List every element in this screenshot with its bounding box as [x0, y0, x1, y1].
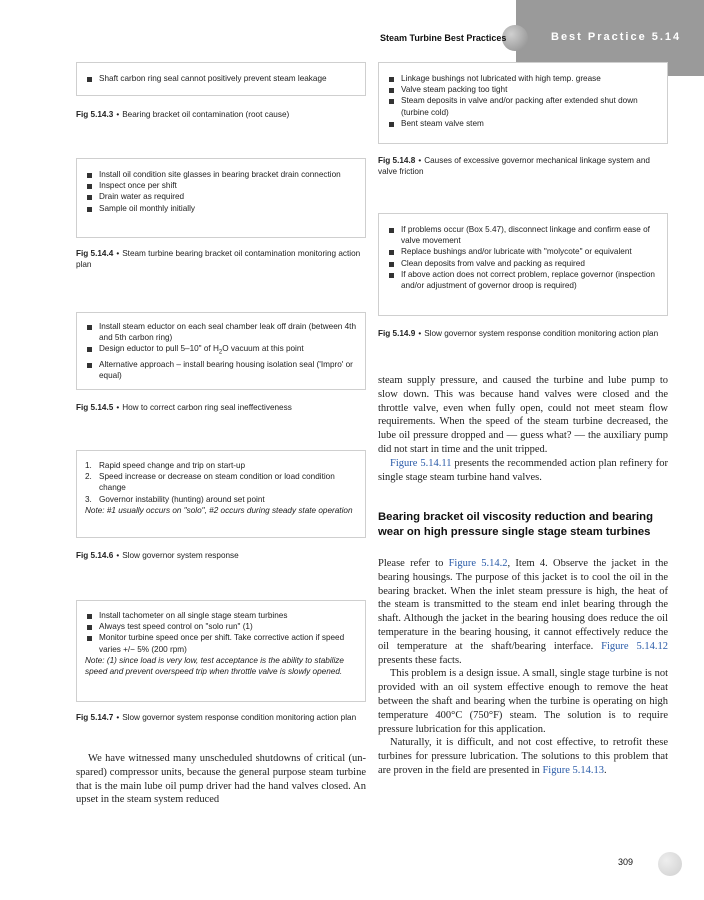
list-item: Always test speed control on "solo run" (1)	[85, 621, 357, 632]
list-item: Clean deposits from valve and packing as required	[387, 258, 659, 269]
list-item: Valve steam packing too tight	[387, 84, 659, 95]
caption-fig-5-14-6: Fig 5.14.6 • Slow governor system response	[76, 551, 239, 560]
figure-link[interactable]: Figure 5.14.11	[390, 457, 452, 469]
note: Note: (1) since load is very low, test acceptance is the ability to stabilize speed and prevent overspeed trip when throttle valve is slowly opened.	[85, 655, 344, 677]
list-item: Design eductor to pull 5–10" of $H_2O$ vacuum at this point	[85, 343, 357, 359]
right-body-top: steam supply pressure, and caused the turbine and lube pump to slow down. This was because hand valves were closed and the throttle valve, even when fully open, could not meet steam flow requirements. When the speed of the steam turbine decreased, the lube oil pressure dropped and — guess what? — the auxiliary pump did not start in time and the unit tripped. Figure 5.14.11 presents the recommended action plan refinery for single stage steam turbine hand valves.	[378, 375, 668, 483]
list-item: 3. Governor instability (hunting) around set point	[85, 494, 265, 504]
list-item: 1. Rapid speed change and trip on start-up	[85, 461, 246, 470]
list-item: 2. Speed increase or decrease on steam condition or load condition change	[85, 472, 335, 493]
list-item: Replace bushings and/or lubricate with "molycote" or equivalent	[387, 246, 659, 257]
box-fig-5-14-8	[378, 62, 668, 144]
page-number-circle	[658, 852, 682, 876]
caption-fig-5-14-8: Fig 5.14.8 • Causes of excessive governor mechanical linkage system and valve friction	[378, 156, 650, 176]
journal-title: Steam Turbine Best Practices	[380, 33, 507, 43]
box-fig-5-14-4	[76, 158, 366, 238]
note: Note: #1 usually occurs on "solo", #2 occurs during steady state operation	[85, 505, 353, 515]
list-item: Shaft carbon ring seal cannot positively prevent steam leakage	[85, 73, 357, 84]
box-fig-5-14-6	[76, 450, 366, 538]
section-title: Best Practice 5.14	[551, 31, 682, 43]
list-item: Install tachometer on all single stage steam turbines	[85, 610, 357, 621]
box-fig-5-14-7	[76, 600, 366, 702]
list-item: Install steam eductor on each seal chamber leak off drain (between 4th and 5th carbon ring)	[85, 321, 357, 343]
list-item: If above action does not correct problem, replace governor (inspection and/or adjustment of governor droop is required)	[387, 269, 659, 291]
section-heading: Bearing bracket oil viscosity reduction and bearing wear on high pressure single stage steam turbines	[378, 511, 653, 538]
list-item: Install oil condition site glasses in bearing bracket drain connection	[85, 169, 357, 180]
box-fig-5-14-9	[378, 213, 668, 316]
caption-fig-5-14-3: Fig 5.14.3 • Bearing bracket oil contamination (root cause)	[76, 110, 290, 119]
caption-fig-5-14-5: Fig 5.14.5 • How to correct carbon ring seal ineffectiveness	[76, 403, 292, 412]
list-item: Drain water as required	[85, 191, 357, 202]
caption-fig-5-14-9: Fig 5.14.9 • Slow governor system response condition monitoring action plan	[378, 329, 659, 338]
caption-fig-5-14-4: Fig 5.14.4 • Steam turbine bearing bracket oil contamination monitoring action plan	[76, 249, 361, 269]
figure-link[interactable]: Figure 5.14.2	[448, 558, 508, 569]
list-item: If problems occur (Box 5.47), disconnect linkage and confirm ease of valve movement	[387, 224, 659, 246]
page-number: 309	[618, 857, 634, 867]
figure-link[interactable]: Figure 5.14.13	[542, 764, 604, 776]
right-body-bottom: Please refer to Figure 5.14.2, Item 4. Observe the jacket in the bearing housings. The purpose of this jacket is to cool the oil in the bearing bracket. When the inlet steam pressure is high, the heat of the steam is transmitted to the steam end inlet bearing through the shaft. Although the jacket in the bearing housing does reduce the oil temperature in the bearing housing, it cannot effectively reduce the oil temperature at the shaft/bearing interface. Figure 5.14.12 presents these facts. This problem is a design issue. A small, single stage turbine is not provided with an oil system effective enough to remove the heat between the shaft and bearing when the turbine is operating on high temperature 400°C (750°F) steam. The solution is to require pressure lubrication for this application. Naturally, it is difficult, and not cost effective, to retrofit these turbines for pressure lubrication. The solutions to this problem that are proven in the field are presented in Figure 5.14.13.	[378, 558, 668, 776]
list-item: Bent steam valve stem	[387, 118, 659, 129]
box-fig-5-14-5	[76, 312, 366, 390]
list-item: Monitor turbine speed once per shift. Take corrective action if speed varies +/− 5% (200 rpm)	[85, 632, 357, 654]
list-item: Steam deposits in valve and/or packing after extended shut down (turbine cold)	[387, 95, 659, 117]
figure-link[interactable]: Figure 5.14.12	[601, 640, 668, 652]
box-fig-5-14-3	[76, 62, 366, 96]
list-item: Alternative approach – install bearing housing isolation seal ('Impro' or equal)	[85, 359, 357, 381]
left-body-paragraph: We have witnessed many unscheduled shutdowns of critical (un-spared) compressor units, because the general purpose steam turbine that is the main lube oil pump driver had the hand valves closed. An upset in the steam system reduced	[76, 753, 366, 806]
list-item: Sample oil monthly initially	[85, 203, 357, 214]
list-item: Inspect once per shift	[85, 180, 357, 191]
caption-fig-5-14-7: Fig 5.14.7 • Slow governor system response condition monitoring action plan	[76, 713, 357, 722]
list-item: Linkage bushings not lubricated with high temp. grease	[387, 73, 659, 84]
